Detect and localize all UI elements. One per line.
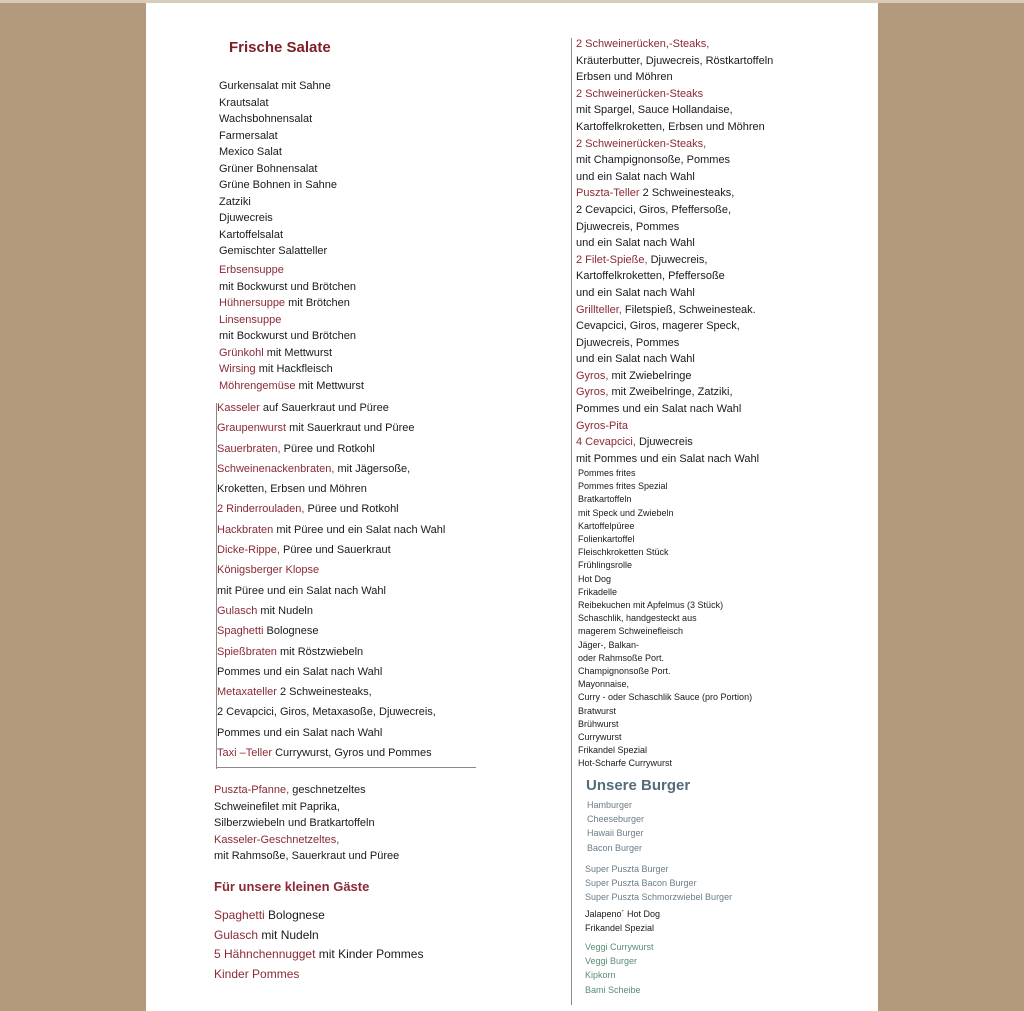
snacks-list (578, 467, 752, 771)
hotdog-item: Frikandel Spezial (585, 923, 655, 934)
hotdog-item: Jalapeno´ Hot Dog (585, 909, 661, 919)
main-dish-item (217, 723, 445, 743)
burger-item: Hamburger (587, 800, 633, 810)
dish-name: 5 Hähnchennugget (214, 947, 316, 962)
snack-item: Mayonnaise, (578, 679, 630, 690)
dish-description: Djuwecreis, Pommes (576, 220, 680, 233)
main-dish-item (217, 418, 445, 438)
dish-name: Spießbraten (217, 645, 277, 658)
soup-item (219, 295, 364, 312)
grill-item (576, 69, 773, 86)
dish-description: Kartoffelkroketten, Pfeffersoße (576, 270, 725, 283)
dish-description: Schweinefilet mit Paprika, (214, 800, 340, 813)
veggie-item: Veggi Burger (585, 956, 638, 967)
snack-item: Folienkartoffel (578, 534, 635, 545)
dish-description: mit Jägersoße, (334, 462, 411, 475)
kids-item (214, 945, 423, 965)
dish-description: Djuwecreis (635, 436, 693, 449)
grill-item (576, 185, 773, 202)
dish-description: Püree und Sauerkraut (279, 544, 391, 557)
dish-name: Taxi –Teller (217, 747, 273, 760)
dish-name: 2 Schweinerücken-Steaks, (576, 137, 707, 150)
dish-name: Graupenwurst (217, 422, 287, 435)
dish-description: mit Bockwurst und Brötchen (219, 330, 356, 342)
grill-item (576, 102, 773, 119)
snack-item: Curry - oder Schaschlik Sauce (pro Portion) (578, 692, 753, 703)
grill-item (576, 368, 773, 385)
dish-description: Püree und Rotkohl (304, 503, 399, 516)
dish-description: Djuwecreis, (647, 253, 708, 266)
grill-item (576, 169, 773, 186)
snack-item: mit Speck und Zwiebeln (578, 507, 674, 518)
dish-description: mit Kinder Pommes (315, 947, 424, 962)
dish-description: Kroketten, Erbsen und Möhren (217, 483, 367, 496)
dish-description: mit Püree und ein Salat nach Wahl (273, 523, 446, 536)
veggie-item: Veggi Currywurst (585, 942, 654, 952)
mains-list (217, 398, 445, 763)
snack-item: Bratkartoffeln (578, 494, 632, 505)
grill-item (576, 252, 773, 269)
dish-name: Dicke-Rippe, (217, 544, 280, 557)
dish-description: mit Nudeln (258, 927, 319, 942)
burger-item: Super Puszta Bacon Burger (585, 878, 697, 889)
dish-name: Königsberger Klopse (217, 564, 320, 577)
burger-item: Super Puszta Burger (585, 864, 669, 874)
soup-item (219, 345, 364, 362)
dish-description: Pommes und ein Salat nach Wahl (576, 403, 742, 416)
burgers-heading: Unsere Burger (586, 777, 691, 794)
dish-name: Kinder Pommes (214, 967, 300, 982)
kids-item (214, 926, 423, 946)
grill-item (576, 434, 773, 451)
snack-item: Currywurst (578, 732, 622, 743)
dish-description: mit Zwiebelringe (608, 369, 692, 382)
grill-item (576, 136, 773, 153)
grill-item (576, 219, 773, 236)
dish-description: Pommes und ein Salat nach Wahl (217, 665, 383, 678)
main-dish-item (217, 520, 445, 540)
snack-item: Frikadelle (578, 586, 618, 597)
dish-description: mit Zweibelringe, Zatziki, (608, 386, 733, 399)
main-dish-item (217, 439, 445, 459)
dish-description: Püree und Rotkohl (280, 442, 375, 455)
dish-description: Cevapcici, Giros, magerer Speck, (576, 320, 740, 333)
snack-item: Pommes frites Spezial (578, 481, 668, 492)
grill-item (576, 119, 773, 136)
soup-item (219, 378, 364, 395)
dish-name: Metaxateller (217, 686, 277, 699)
mains-bottom-line (216, 767, 476, 768)
kids-item (214, 965, 423, 985)
main-dish-item (217, 398, 445, 418)
main-dish-item (217, 601, 445, 621)
kids-item (214, 906, 423, 926)
dish-description: mit Sauerkraut und Püree (286, 422, 415, 435)
grill-item (576, 202, 773, 219)
menu-page (146, 3, 878, 1011)
snack-item: Champignonsoße Port. (578, 666, 671, 677)
dish-name: Gyros-Pita (576, 419, 628, 432)
dish-description: Kräuterbutter, Djuwecreis, Röstkartoffeln (576, 54, 774, 67)
grill-item (576, 302, 773, 319)
dish-name: 2 Rinderrouladen, (217, 503, 305, 516)
dish-name: 2 Schweinerücken-Steaks (576, 87, 704, 100)
dish-description: mit Nudeln (257, 604, 313, 617)
salad-item: Gurkensalat mit Sahne (219, 80, 331, 92)
salad-item: Zatziki (219, 195, 251, 208)
snack-item: Kartoffelpüree (578, 520, 635, 531)
dish-name: Puszta-Pfanne, (214, 784, 290, 796)
veggie-group (585, 940, 654, 997)
soup-item (219, 328, 364, 345)
dish-name: 2 Filet-Spieße, (576, 253, 648, 266)
dish-name: Gulasch (217, 604, 258, 617)
dish-description: geschnetzeltes (289, 784, 366, 796)
dish-description: Erbsen und Möhren (576, 71, 673, 84)
burgers-group-1 (587, 798, 644, 855)
soup-item (219, 361, 364, 378)
dish-description: und ein Salat nach Wahl (576, 286, 695, 299)
dish-name: Puszta-Teller (576, 187, 640, 200)
grill-item (576, 351, 773, 368)
grill-item (576, 285, 773, 302)
dish-description: Djuwecreis, Pommes (576, 336, 680, 349)
pan-dish-item (214, 832, 399, 849)
hotdog-group (585, 907, 660, 935)
pan-dish-item (214, 815, 399, 832)
dish-description: mit Püree und ein Salat nach Wahl (217, 584, 386, 597)
soup-item (219, 312, 364, 329)
main-dish-item (217, 560, 445, 580)
grill-item (576, 451, 773, 468)
salad-item: Krautsalat (219, 96, 269, 109)
snack-item: Hot-Scharfe Currywurst (578, 758, 673, 769)
snack-item: Hot Dog (578, 573, 612, 584)
dish-name: Grillteller, (576, 303, 622, 316)
main-dish-item (217, 743, 445, 763)
dish-description: mit Champignonsoße, Pommes (576, 154, 731, 167)
dish-description: mit Bockwurst und Brötchen (219, 280, 356, 293)
dish-name: Möhrengemüse (219, 379, 296, 392)
dish-description: Kartoffelkroketten, Erbsen und Möhren (576, 120, 765, 133)
dish-description: und ein Salat nach Wahl (576, 353, 695, 366)
main-dish-item (217, 540, 445, 560)
grill-item (576, 418, 773, 435)
snack-item: Bratwurst (578, 705, 617, 716)
veggie-item: Bami Scheibe (585, 984, 641, 995)
main-dish-item (217, 479, 445, 499)
dish-description: Bolognese (264, 908, 325, 922)
salad-item: Grüner Bohnensalat (219, 162, 318, 175)
pan-dish-item (214, 799, 399, 816)
dish-description: mit Pommes und ein Salat nach Wahl (576, 452, 760, 465)
salad-item: Farmersalat (219, 129, 278, 142)
snack-item: magerem Schweinefleisch (578, 626, 684, 637)
salad-item: Mexico Salat (219, 146, 282, 158)
dish-description: Currywurst, Gyros und Pommes (272, 747, 432, 760)
salad-item: Grüne Bohnen in Sahne (219, 179, 338, 191)
dish-name: Gyros, (576, 369, 609, 382)
snack-item: Brühwurst (578, 718, 619, 729)
dish-name: Spaghetti (217, 625, 264, 638)
dish-description: 2 Schweinesteaks, (639, 187, 735, 200)
burger-item: Cheeseburger (587, 814, 645, 825)
dish-description: mit Spargel, Sauce Hollandaise, (576, 104, 733, 117)
grill-item (576, 36, 773, 53)
grill-item (576, 335, 773, 352)
dish-description: Pommes und ein Salat nach Wahl (217, 726, 383, 739)
dish-name: Hühnersuppe (219, 297, 286, 309)
main-dish-item (217, 642, 445, 662)
dish-description: mit Hackfleisch (255, 363, 333, 375)
dish-name: Hackbraten (217, 523, 274, 536)
salads-heading: Frische Salate (229, 39, 331, 56)
salad-item: Kartoffelsalat (219, 228, 284, 241)
dish-description: 2 Schweinesteaks, (276, 686, 372, 699)
dish-name: Kasseler (217, 402, 260, 414)
grill-item (576, 53, 773, 70)
soups-list (219, 262, 364, 394)
grill-item (576, 384, 773, 401)
burgers-group-2 (585, 862, 732, 905)
veggie-item: Kipkorn (585, 970, 616, 981)
main-dish-item (217, 662, 445, 682)
salad-item: Gemischter Salatteller (219, 245, 328, 257)
dish-description: mit Mettwurst (263, 346, 333, 359)
dish-name: Spaghetti (214, 908, 265, 922)
dish-name: Gyros, (576, 386, 609, 399)
burger-item: Hawaii Burger (587, 828, 644, 839)
snack-item: Frikandel Spezial (578, 745, 648, 756)
dish-description: auf Sauerkraut und Püree (259, 402, 389, 414)
dish-description: mit Mettwurst (295, 379, 364, 392)
salad-item: Djuwecreis (219, 212, 273, 224)
dish-description: 2 Cevapcici, Giros, Pfeffersoße, (576, 203, 732, 216)
dish-name: Erbsensuppe (219, 264, 284, 276)
dish-description: 2 Cevapcici, Giros, Metaxasoße, Djuwecreis, (217, 706, 436, 719)
dish-description: mit Röstzwiebeln (276, 645, 364, 658)
right-column-line (571, 38, 572, 1005)
snack-item: Fleischkroketten Stück (578, 547, 669, 558)
dish-name: 2 Schweinerücken,-Steaks, (576, 38, 710, 50)
burger-item: Bacon Burger (587, 842, 643, 853)
dish-description: und ein Salat nach Wahl (576, 170, 695, 183)
dish-name: Schweinenackenbraten, (217, 462, 335, 475)
main-dish-item (217, 621, 445, 641)
grill-item (576, 401, 773, 418)
dish-description: und ein Salat nach Wahl (576, 237, 695, 250)
snack-item: Frühlingsrolle (578, 560, 633, 571)
pan-dish-item (214, 848, 399, 865)
dish-description: Bolognese (263, 625, 319, 638)
soup-item (219, 262, 364, 279)
grill-item (576, 152, 773, 169)
snack-item: Pommes frites (578, 468, 636, 478)
dish-description: mit Brötchen (285, 297, 350, 309)
salads-list (219, 78, 337, 260)
pans-list (214, 782, 399, 865)
main-dish-item (217, 682, 445, 702)
dish-description: Filetspieß, Schweinesteak. (621, 303, 756, 316)
burger-item: Super Puszta Schmorzwiebel Burger (585, 892, 733, 903)
dish-name: Grünkohl (219, 346, 264, 359)
main-dish-item (217, 499, 445, 519)
dish-name: Linsensuppe (219, 313, 282, 326)
snack-item: Jäger-, Balkan- (578, 639, 640, 650)
grill-item (576, 318, 773, 335)
grill-item (576, 235, 773, 252)
main-dish-item (217, 581, 445, 601)
pan-dish-item (214, 782, 399, 799)
grill-item (576, 268, 773, 285)
snack-item: oder Rahmsoße Port. (578, 652, 665, 663)
grill-list (576, 36, 773, 467)
dish-name: Kasseler-Geschnetzeltes, (214, 833, 340, 846)
dish-description: mit Rahmsoße, Sauerkraut und Püree (214, 850, 400, 862)
dish-name: 4 Cevapcici, (576, 436, 636, 449)
snack-item: Reibekuchen mit Apfelmus (3 Stück) (578, 600, 724, 611)
grill-item (576, 86, 773, 103)
dish-description: Silberzwiebeln und Bratkartoffeln (214, 817, 375, 829)
kids-list (214, 906, 423, 985)
snack-item: Schaschlik, handgesteckt aus (578, 613, 697, 624)
dish-name: Gulasch (214, 927, 259, 942)
dish-name: Wirsing (219, 363, 256, 375)
main-dish-item (217, 702, 445, 722)
salad-item: Wachsbohnensalat (219, 113, 313, 125)
dish-name: Sauerbraten, (217, 442, 281, 455)
main-dish-item (217, 459, 445, 479)
kids-heading: Für unsere kleinen Gäste (214, 879, 370, 894)
soup-item (219, 279, 364, 296)
